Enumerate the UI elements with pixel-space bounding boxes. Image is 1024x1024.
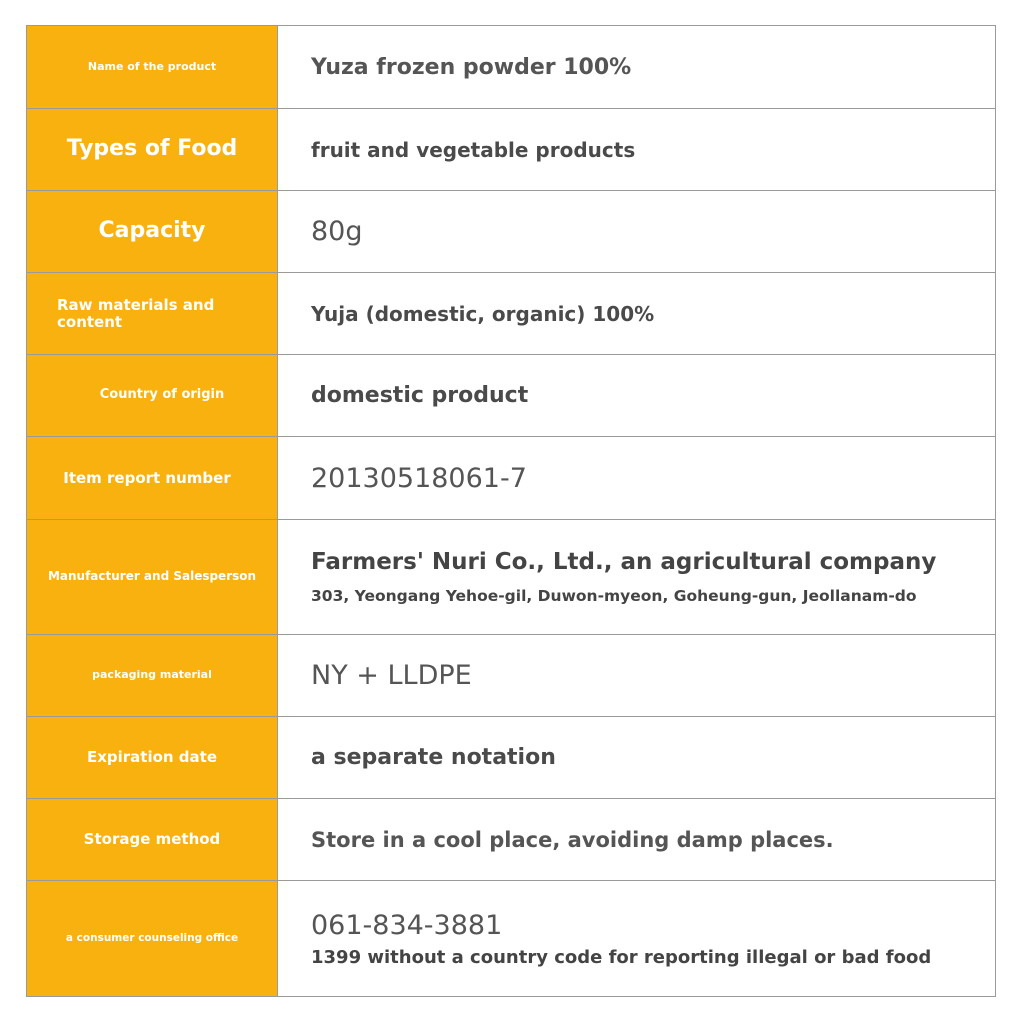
row-label: Raw materials and content [27,273,278,354]
counseling-phone-value: 061-834-3881 [311,909,503,941]
country-of-origin-value: domestic product [311,383,529,408]
row-value [278,355,995,436]
row-value [278,635,995,716]
food-type-value: fruit and vegetable products [311,137,636,162]
row-label: Expiration date [27,717,278,798]
product-name-value: Yuza frozen powder 100% [311,54,632,80]
table-row-food-type [27,109,995,191]
table-row-storage-method [27,799,995,881]
table-row-raw-materials [27,273,995,355]
row-label: Item report number [27,437,278,519]
table-row-country-of-origin [27,355,995,437]
product-info-table [26,25,996,997]
table-row-consumer-counseling [27,881,995,996]
table-row-packaging-material [27,635,995,717]
table-row-expiration-date [27,717,995,799]
row-value [278,437,995,519]
manufacturer-address-value: 303, Yeongang Yehoe-gil, Duwon-myeon, Goheung-gun, Jeollanam-do [311,587,917,605]
row-label: Name of the product [27,26,278,108]
row-value [278,26,995,108]
row-label: Country of origin [27,355,278,436]
manufacturer-name-value: Farmers' Nuri Co., Ltd., an agricultural company [311,549,937,575]
row-value [278,191,995,272]
row-value [278,520,995,634]
raw-materials-value: Yuja (domestic, organic) 100% [311,301,655,326]
row-value [278,717,995,798]
table-row-product-name [27,26,995,109]
expiration-date-value: a separate notation [311,745,556,770]
counseling-note-value: 1399 without a country code for reporting illegal or bad food [311,946,932,968]
row-label: Storage method [27,799,278,880]
storage-method-value: Store in a cool place, avoiding damp places. [311,827,834,852]
item-report-number-value: 20130518061-7 [311,462,527,494]
row-label: Capacity [27,191,278,272]
table-row-capacity [27,191,995,273]
row-value [278,799,995,880]
row-label: Manufacturer and Salesperson [27,520,278,634]
packaging-material-value: NY + LLDPE [311,660,472,691]
row-label: packaging material [27,635,278,716]
row-value [278,881,995,996]
row-label: Types of Food [27,109,278,190]
row-label: a consumer counseling office [27,881,278,996]
table-row-item-report-number [27,437,995,520]
table-row-manufacturer [27,520,995,635]
row-value [278,273,995,354]
row-value [278,109,995,190]
capacity-value: 80g [311,216,363,247]
